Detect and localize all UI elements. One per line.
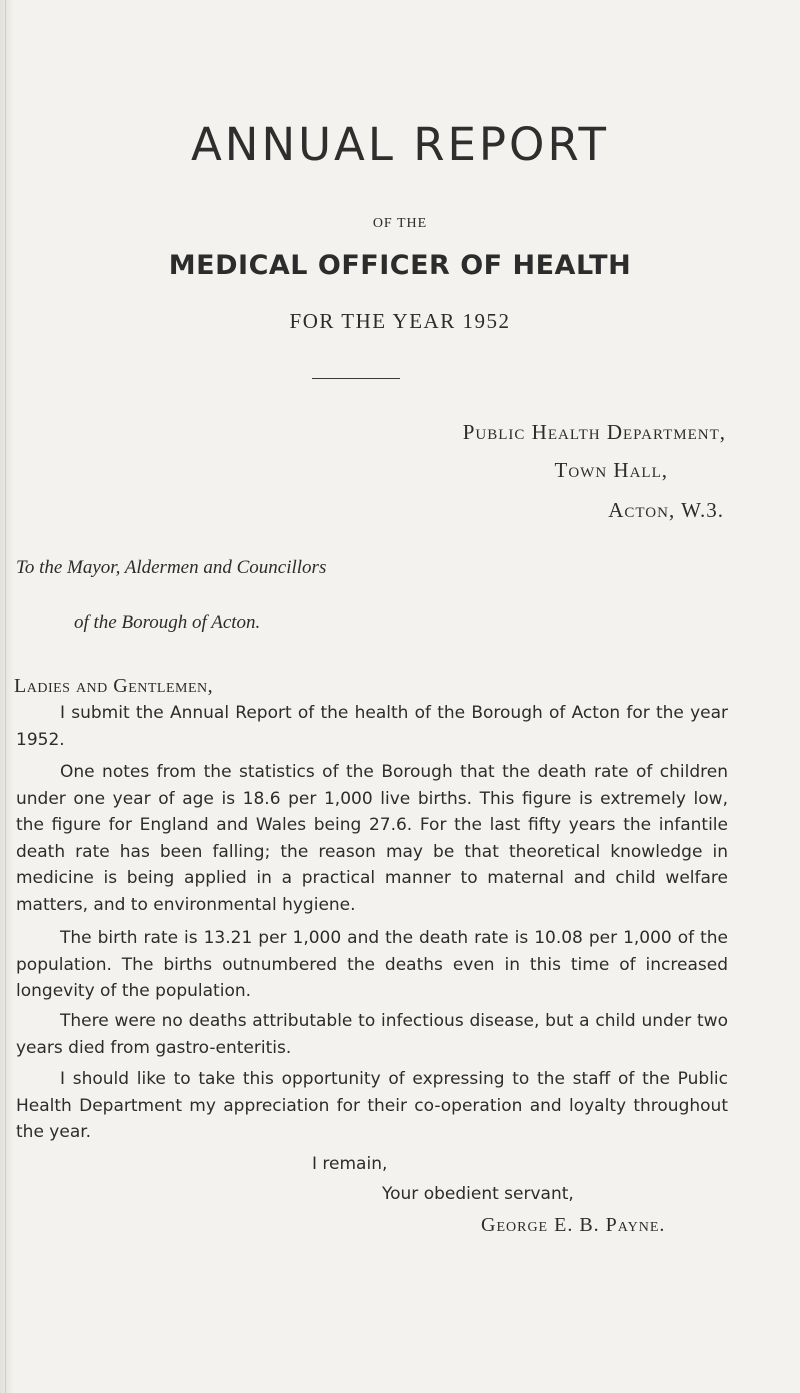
address-building: Town Hall,: [554, 458, 668, 482]
page-binding-edge: [0, 0, 14, 1393]
report-of-the: OF THE: [372, 216, 428, 231]
signature: George E. B. Payne.: [481, 1214, 666, 1236]
paragraph-birth-death-rates: The birth rate is 13.21 per 1,000 and the death rate is 10.08 per 1,000 of the population. The births outnumbered the deaths even in this time of increased longevity of the population.: [16, 928, 728, 1002]
closing-remain: I remain,: [312, 1154, 388, 1174]
report-title: ANNUAL REPORT: [191, 118, 609, 171]
addressee-line-2: of the Borough of Acton.: [74, 612, 261, 633]
addressee-line-1: To the Mayor, Aldermen and Councillors: [16, 557, 327, 578]
closing-servant: Your obedient servant,: [382, 1184, 574, 1204]
title-divider: [312, 378, 400, 379]
address-town: Acton, W.3.: [608, 498, 724, 522]
paragraph-infant-mortality: One notes from the statistics of the Borough that the death rate of children under one year of age is 18.6 per 1,000 live births. This figure is extremely low, the figure for England and Wales being 27.6. For the last fifty years the infantile death rate has been falling; the reason may be that theoretical knowledge in medicine is being applied in a practical manner to maternal and child welfare matters, and to environmental hygiene.: [16, 762, 728, 915]
paragraph-appreciation: I should like to take this opportunity of expressing to the staff of the Public Health Department my appreciation for their co-operation and loyalty throughout the year.: [16, 1069, 728, 1143]
paragraph-intro: I submit the Annual Report of the health of the Borough of Acton for the year 1952.: [16, 703, 728, 750]
report-year: FOR THE YEAR 1952: [289, 309, 511, 333]
address-department: Public Health Department,: [462, 420, 726, 444]
page-binding-line: [5, 0, 6, 1393]
report-subject: MEDICAL OFFICER OF HEALTH: [168, 250, 632, 281]
greeting: Ladies and Gentlemen,: [14, 675, 214, 697]
paragraph-infectious-disease: There were no deaths attributable to infectious disease, but a child under two years died from gastro-enteritis.: [16, 1011, 728, 1058]
